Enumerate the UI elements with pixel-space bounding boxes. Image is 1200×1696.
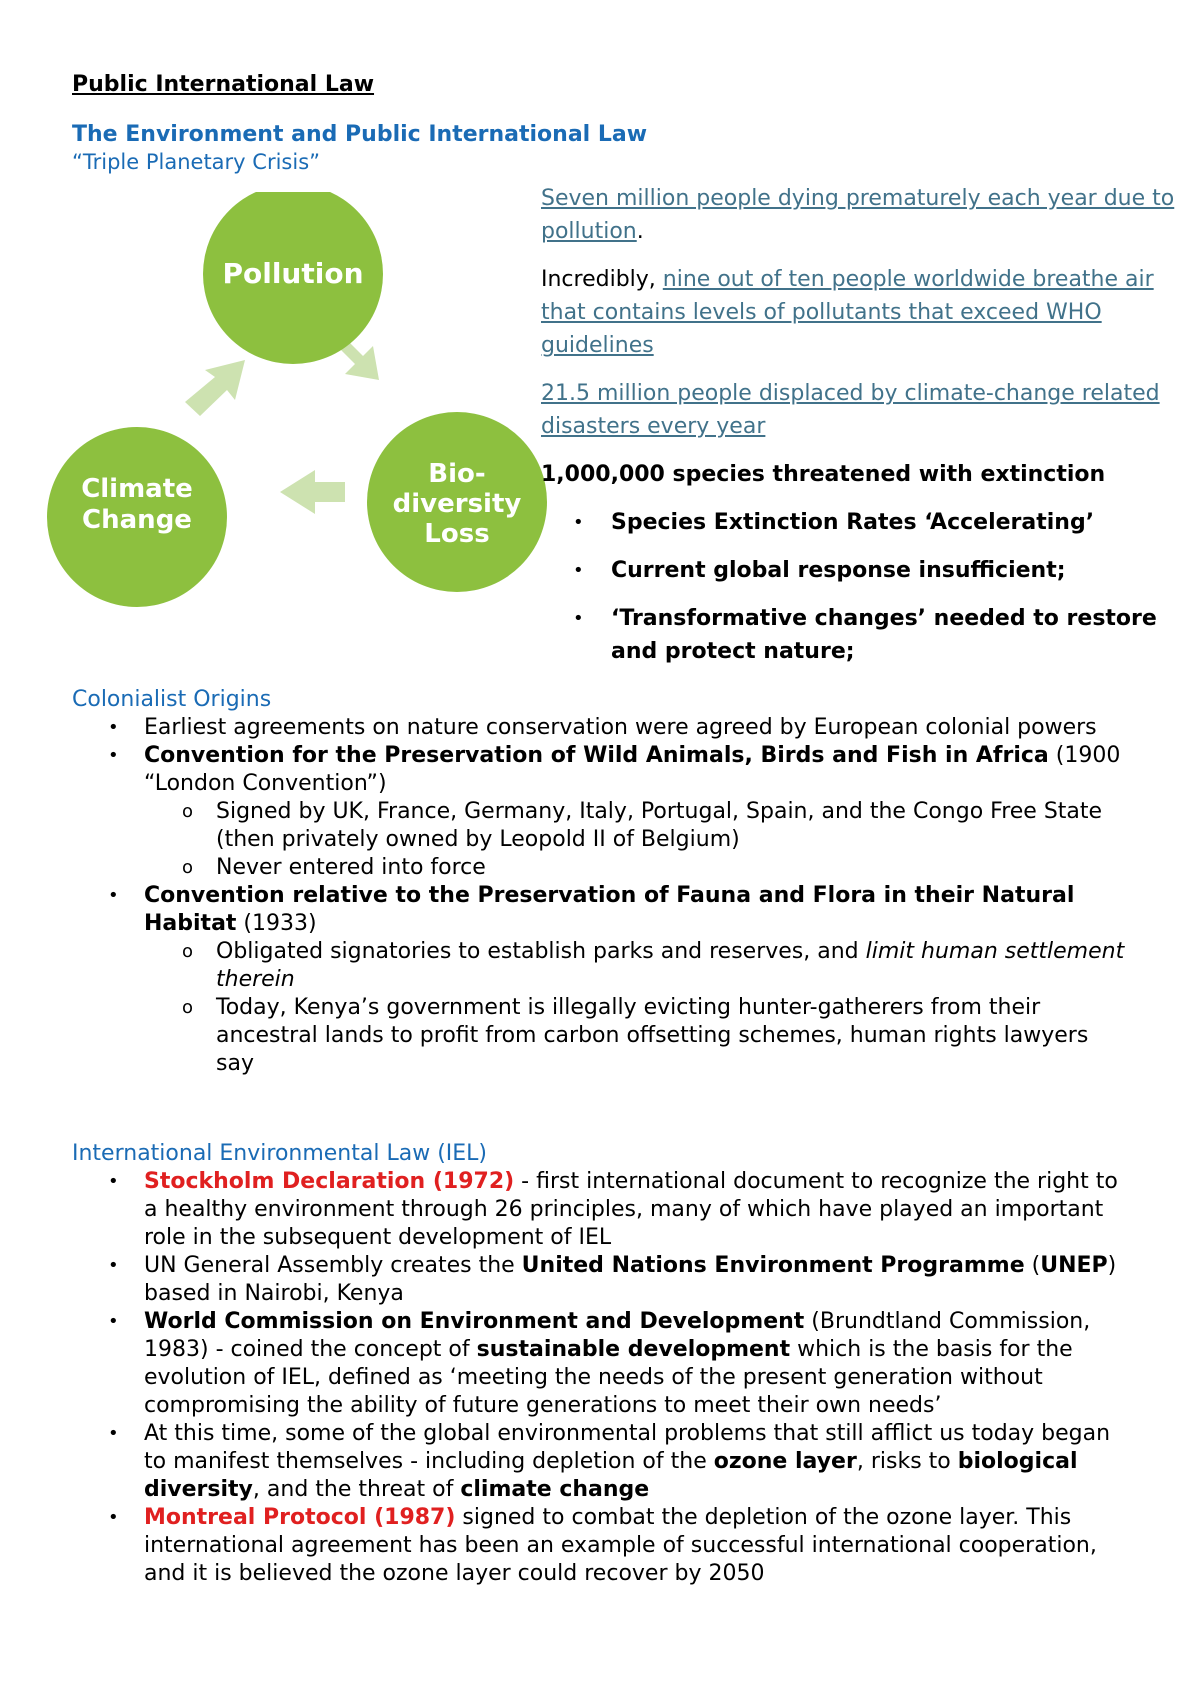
list-item: • Convention for the Preservation of Wild Animals, Birds and Fish in Africa (1900 “London Convention”) o Signed by UK, France, Germany, Italy, Portugal, Spain, and the Congo Free State (then privately owned by Leopold II of Belgium) o Never entered into force	[72, 742, 1132, 882]
sub-list-item: o Today, Kenya’s government is illegally evicting hunter-gatherers from their ancestral lands to profit from carbon offsetting schemes, human rights lawyers say	[144, 994, 1132, 1078]
arrow-climate-to-pollution	[185, 360, 245, 416]
triple-crisis-cycle-diagram	[45, 192, 555, 662]
fact-displacement-link[interactable]: 21.5 million people displaced by climate-change related disasters every year	[541, 381, 1160, 439]
fact-displacement	[541, 377, 1191, 443]
species-bullet-list	[541, 506, 1191, 668]
sub-list-item: o Never entered into force	[144, 854, 1132, 882]
node-biodiversity-label-3: Loss	[424, 519, 490, 549]
colonialist-list	[72, 714, 1132, 1078]
node-biodiversity-label-1: Bio-	[428, 459, 486, 489]
node-climate-label-1: Climate	[81, 474, 193, 504]
document-title: Public International Law	[72, 72, 375, 97]
arrow-bio-to-climate	[280, 470, 345, 514]
section-title: The Environment and Public International Law	[72, 122, 648, 147]
sub-list-item: o Obligated signatories to establish parks and reserves, and limit human settlement therein	[144, 938, 1132, 994]
colonialist-origins-section	[72, 686, 1132, 1078]
list-item: • Stockholm Declaration (1972) - first international document to recognize the right to a healthy environment through 26 principles, many of which have played an important role in the subsequent development of IEL	[72, 1168, 1132, 1252]
list-item: • At this time, some of the global environmental problems that still afflict us today began to manifest themselves - including depletion of the ozone layer, risks to biological diversity, and the threat of climate change	[72, 1420, 1132, 1504]
iel-heading: International Environmental Law (IEL)	[72, 1141, 488, 1166]
fact-pollution-deaths-link[interactable]: Seven million people dying prematurely each year due to pollution	[541, 186, 1175, 244]
list-item: • Earliest agreements on nature conservation were agreed by European colonial powers	[72, 714, 1132, 742]
sub-list	[144, 938, 1132, 1078]
list-item: • World Commission on Environment and Development (Brundtland Commission, 1983) - coined the concept of sustainable development which is the basis for the evolution of IEL, defined as ‘meeting the needs of the present generation without compromising the ability of future generations to meet their own needs’	[72, 1308, 1132, 1420]
species-bullet: • Current global response insufficient;	[541, 554, 1191, 587]
list-item: • Convention relative to the Preservation of Fauna and Flora in their Natural Habitat (1933) o Obligated signatories to establish parks and reserves, and limit human settlement therein o Today, Kenya’s government is illegally evicting hunter-gatherers from their ancestral lands to profit from carbon offsetting schemes, human rights lawyers say	[72, 882, 1132, 1078]
fact-species-threatened: 1,000,000 species threatened with extinction	[541, 462, 1106, 487]
section-subtitle: “Triple Planetary Crisis”	[72, 150, 321, 174]
species-bullet: • ‘Transformative changes’ needed to restore and protect nature;	[541, 602, 1191, 668]
species-bullet: • Species Extinction Rates ‘Accelerating’	[541, 506, 1191, 539]
sub-list	[144, 798, 1132, 882]
node-pollution-label: Pollution	[222, 257, 364, 290]
node-climate-label-2: Change	[82, 505, 192, 535]
crisis-facts	[541, 182, 1191, 683]
fact-pollution-deaths: Seven million people dying prematurely each year due to pollution.	[541, 186, 1175, 244]
list-item: • Montreal Protocol (1987) signed to combat the depletion of the ozone layer. This international agreement has been an example of successful international cooperation, and it is believed the ozone layer could recover by 2050	[72, 1504, 1132, 1588]
iel-list	[72, 1168, 1132, 1588]
colonialist-heading: Colonialist Origins	[72, 687, 272, 712]
fact-air-quality-link[interactable]: nine out of ten people worldwide breathe air that contains levels of pollutants that exceed WHO guidelines	[541, 267, 1154, 358]
fact-air-quality: Incredibly, nine out of ten people worldwide breathe air that contains levels of pollutants that exceed WHO guidelines	[541, 267, 1154, 358]
iel-section	[72, 1140, 1132, 1588]
sub-list-item: o Signed by UK, France, Germany, Italy, Portugal, Spain, and the Congo Free State (then privately owned by Leopold II of Belgium)	[144, 798, 1132, 854]
list-item: • UN General Assembly creates the United Nations Environment Programme (UNEP) based in Nairobi, Kenya	[72, 1252, 1132, 1308]
node-biodiversity-label-2: diversity	[392, 489, 522, 519]
